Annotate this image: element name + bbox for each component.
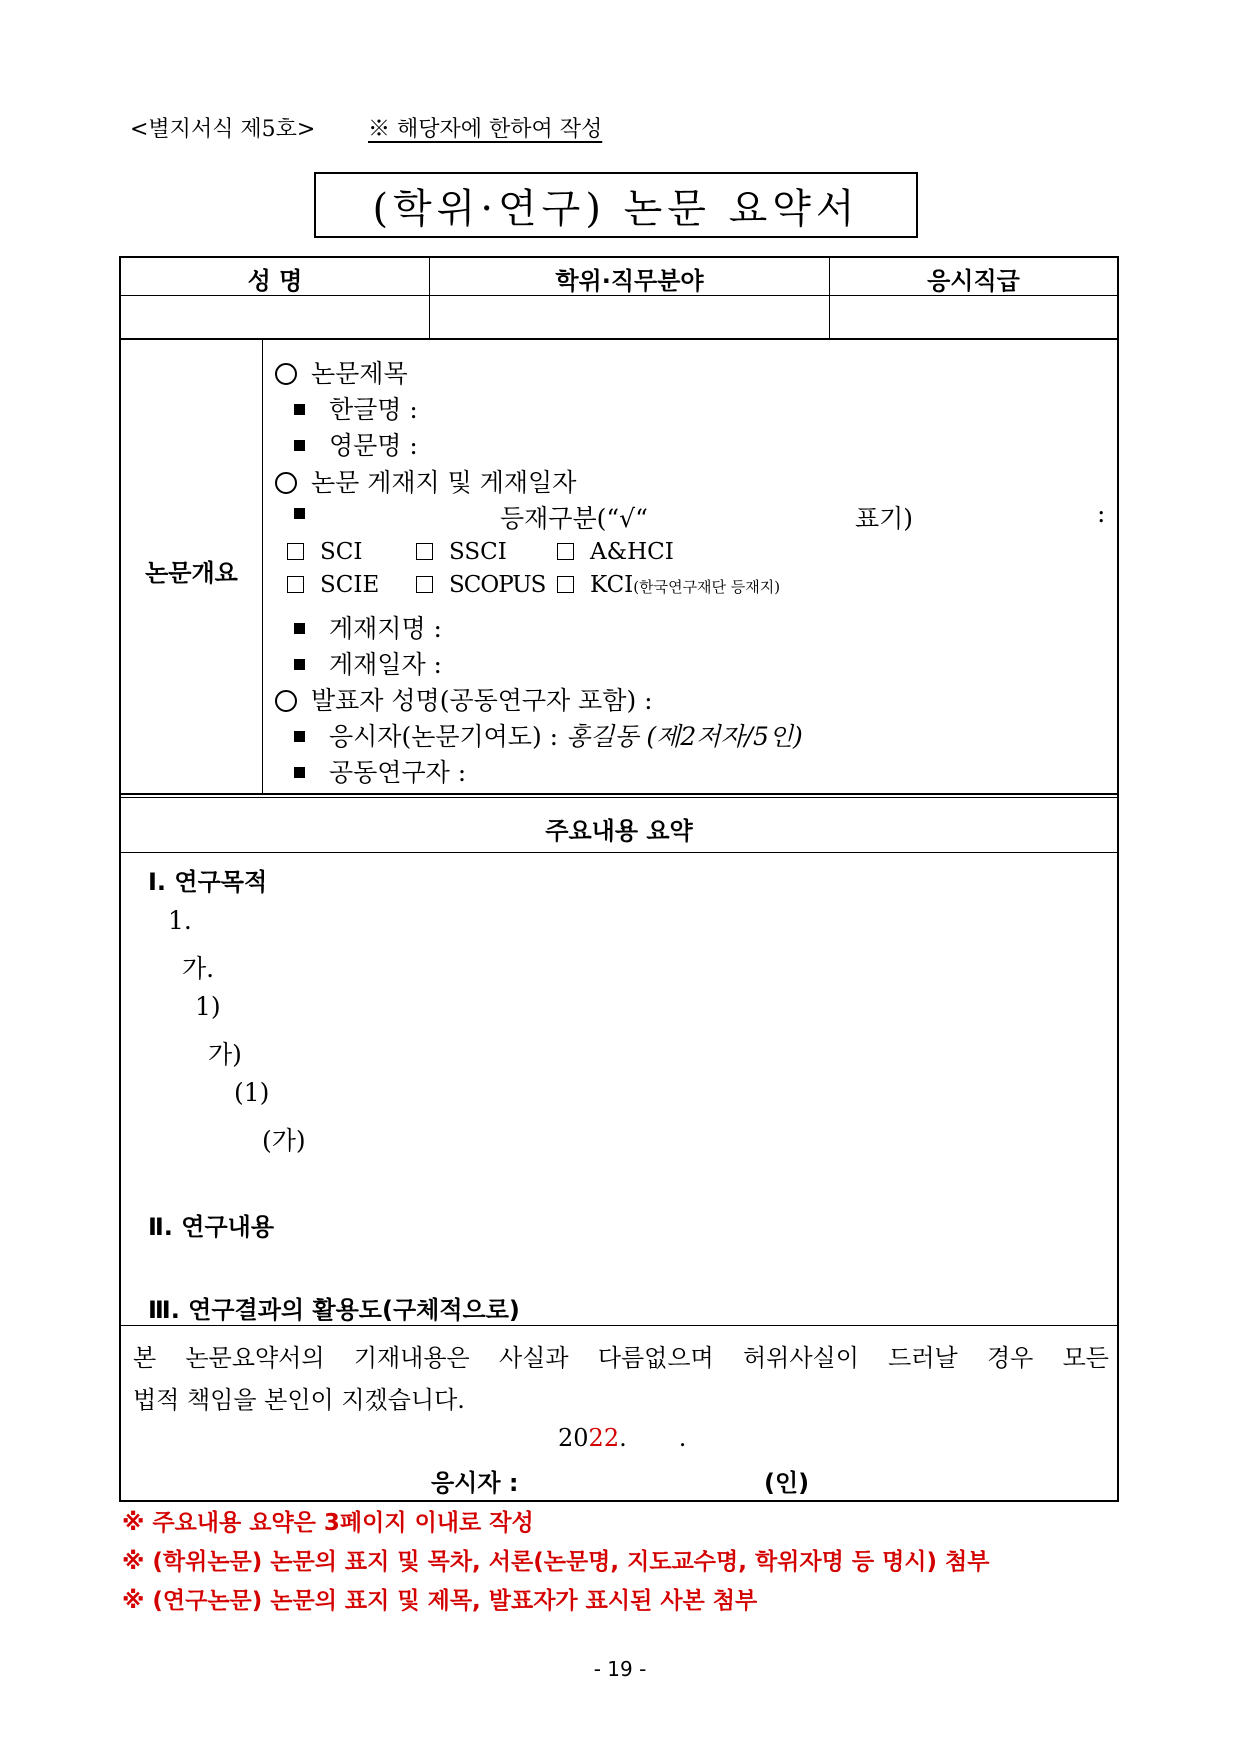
header-note: ※ 해당자에 한하여 작성: [368, 117, 603, 142]
category-label: 등재구분(“√“: [500, 504, 648, 533]
overview-label: 논문개요: [145, 559, 238, 587]
header-field: 학위·직무분야: [555, 267, 704, 295]
checkbox-scopus[interactable]: [416, 572, 545, 598]
circle-bullet-icon: [275, 472, 297, 494]
overview-col-divider: [262, 338, 263, 795]
square-bullet-icon: [294, 508, 305, 519]
declaration-divider: [119, 1325, 1119, 1326]
summary-header-divider: [119, 852, 1119, 853]
overview-bottom-b: [119, 797, 1119, 798]
publication-date-label: 게재일자 :: [329, 650, 442, 679]
summary-header: 주요내용 요약: [545, 817, 693, 845]
circle-bullet-icon: [275, 690, 297, 712]
checkbox-ssci[interactable]: [416, 539, 507, 565]
table-right-border: [1117, 256, 1119, 1502]
declaration-line-2: 법적 책임을 본인이 지겠습니다.: [133, 1386, 465, 1414]
outline-level-1[interactable]: 1.: [168, 906, 192, 935]
outline-level-3[interactable]: 1): [195, 992, 221, 1021]
checkbox-sci[interactable]: [287, 539, 362, 565]
table-left-border: [119, 256, 121, 1502]
seal-mark: (인): [764, 1469, 810, 1497]
square-bullet-icon: [294, 731, 305, 742]
square-bullet-icon: [294, 440, 305, 451]
kci-note: (한국연구재단 등재지): [633, 578, 781, 596]
page-title: (학위·연구) 논문 요약서: [314, 172, 918, 238]
declaration-line-1: 본 논문요약서의 기재내용은 사실과 다름없으며 허위사실이 드러날 경우 모든: [133, 1344, 1109, 1372]
square-bullet-icon: [294, 659, 305, 670]
date-year-prefix: 20: [558, 1424, 589, 1452]
circle-bullet-icon: [275, 363, 297, 385]
section-3-title: Ⅲ. 연구결과의 활용도(구체적으로): [148, 1296, 520, 1324]
applicant-signature-label: 응시자 :: [431, 1469, 519, 1497]
outline-level-6[interactable]: (가): [262, 1126, 306, 1155]
category-row: [294, 499, 329, 528]
checkbox-icon: [287, 543, 304, 560]
applicant-signature-field[interactable]: [540, 1463, 760, 1495]
applicant-example: 홍길동 (제2저자/5인): [566, 722, 803, 751]
note-2: ※ (학위논문) 논문의 표지 및 목차, 서론(논문명, 지도교수명, 학위자명 등 명시) 첨부: [122, 1549, 990, 1575]
outline-level-2[interactable]: 가.: [182, 954, 215, 983]
overview-bottom-a: [119, 793, 1119, 795]
date-year-suffix: 22: [588, 1424, 620, 1452]
checkbox-icon: [416, 543, 433, 560]
field-input-cell[interactable]: [431, 297, 828, 338]
checkbox-ahci-label: A&HCI: [590, 539, 674, 565]
english-title-row[interactable]: [294, 426, 418, 462]
title-section-label: 논문제목: [311, 359, 408, 388]
title-section: [275, 354, 408, 390]
date-separator-1: .: [619, 1424, 627, 1452]
author-section-label: 발표자 성명(공동연구자 포함) :: [311, 686, 653, 715]
form-label: <별지서식 제5호>: [130, 117, 316, 142]
coauthors-label: 공동연구자 :: [329, 758, 467, 787]
square-bullet-icon: [294, 404, 305, 415]
note-1: ※ 주요내용 요약은 3페이지 이내로 작성: [122, 1510, 534, 1536]
name-input-cell[interactable]: [121, 297, 428, 338]
english-title-label: 영문명 :: [329, 431, 418, 460]
checkbox-sci-label: SCI: [320, 539, 363, 565]
checkbox-icon: [287, 576, 304, 593]
journal-name-row[interactable]: [294, 609, 442, 645]
author-section: [275, 681, 653, 717]
grade-input-cell[interactable]: [831, 297, 1116, 338]
checkbox-icon: [557, 576, 574, 593]
header-name: 성 명: [247, 267, 303, 295]
category-mark: 표기): [855, 504, 914, 533]
table-bottom-border: [119, 1500, 1119, 1502]
checkbox-icon: [416, 576, 433, 593]
applicant-row[interactable]: [294, 717, 803, 753]
header-grade: 응시직급: [927, 267, 1020, 295]
checkbox-ssci-label: SSCI: [449, 539, 507, 565]
outline-level-4[interactable]: 가): [208, 1040, 242, 1069]
korean-title-label: 한글명 :: [329, 395, 418, 424]
journal-name-label: 게재지명 :: [329, 614, 442, 643]
date-separator-2: .: [678, 1424, 687, 1452]
page-number: - 19 -: [593, 1657, 647, 1681]
korean-title-row[interactable]: [294, 390, 418, 426]
checkbox-scie[interactable]: [287, 572, 379, 598]
checkbox-icon: [557, 543, 574, 560]
checkbox-kci-label: KCI: [590, 572, 634, 598]
section-1-title: Ⅰ. 연구목적: [148, 868, 268, 896]
square-bullet-icon: [294, 767, 305, 778]
publication-section-label: 논문 게재지 및 게재일자: [311, 468, 577, 497]
checkbox-scopus-label: SCOPUS: [449, 572, 546, 598]
note-3: ※ (연구논문) 논문의 표지 및 제목, 발표자가 표시된 사본 첨부: [122, 1588, 758, 1614]
table-top-border: [119, 256, 1119, 258]
applicant-label: 응시자(논문기여도) :: [329, 722, 567, 751]
publication-section: [275, 463, 576, 499]
checkbox-scie-label: SCIE: [320, 572, 380, 598]
info-row-divider: [119, 338, 1119, 340]
outline-level-5[interactable]: (1): [234, 1078, 270, 1107]
coauthors-row[interactable]: [294, 753, 466, 789]
category-colon: :: [1097, 499, 1106, 528]
square-bullet-icon: [294, 623, 305, 634]
checkbox-kci[interactable]: [557, 572, 780, 598]
publication-date-row[interactable]: [294, 645, 442, 681]
section-2-title: Ⅱ. 연구내용: [148, 1213, 275, 1241]
declaration-date[interactable]: [558, 1424, 686, 1452]
checkbox-ahci[interactable]: [557, 539, 674, 565]
